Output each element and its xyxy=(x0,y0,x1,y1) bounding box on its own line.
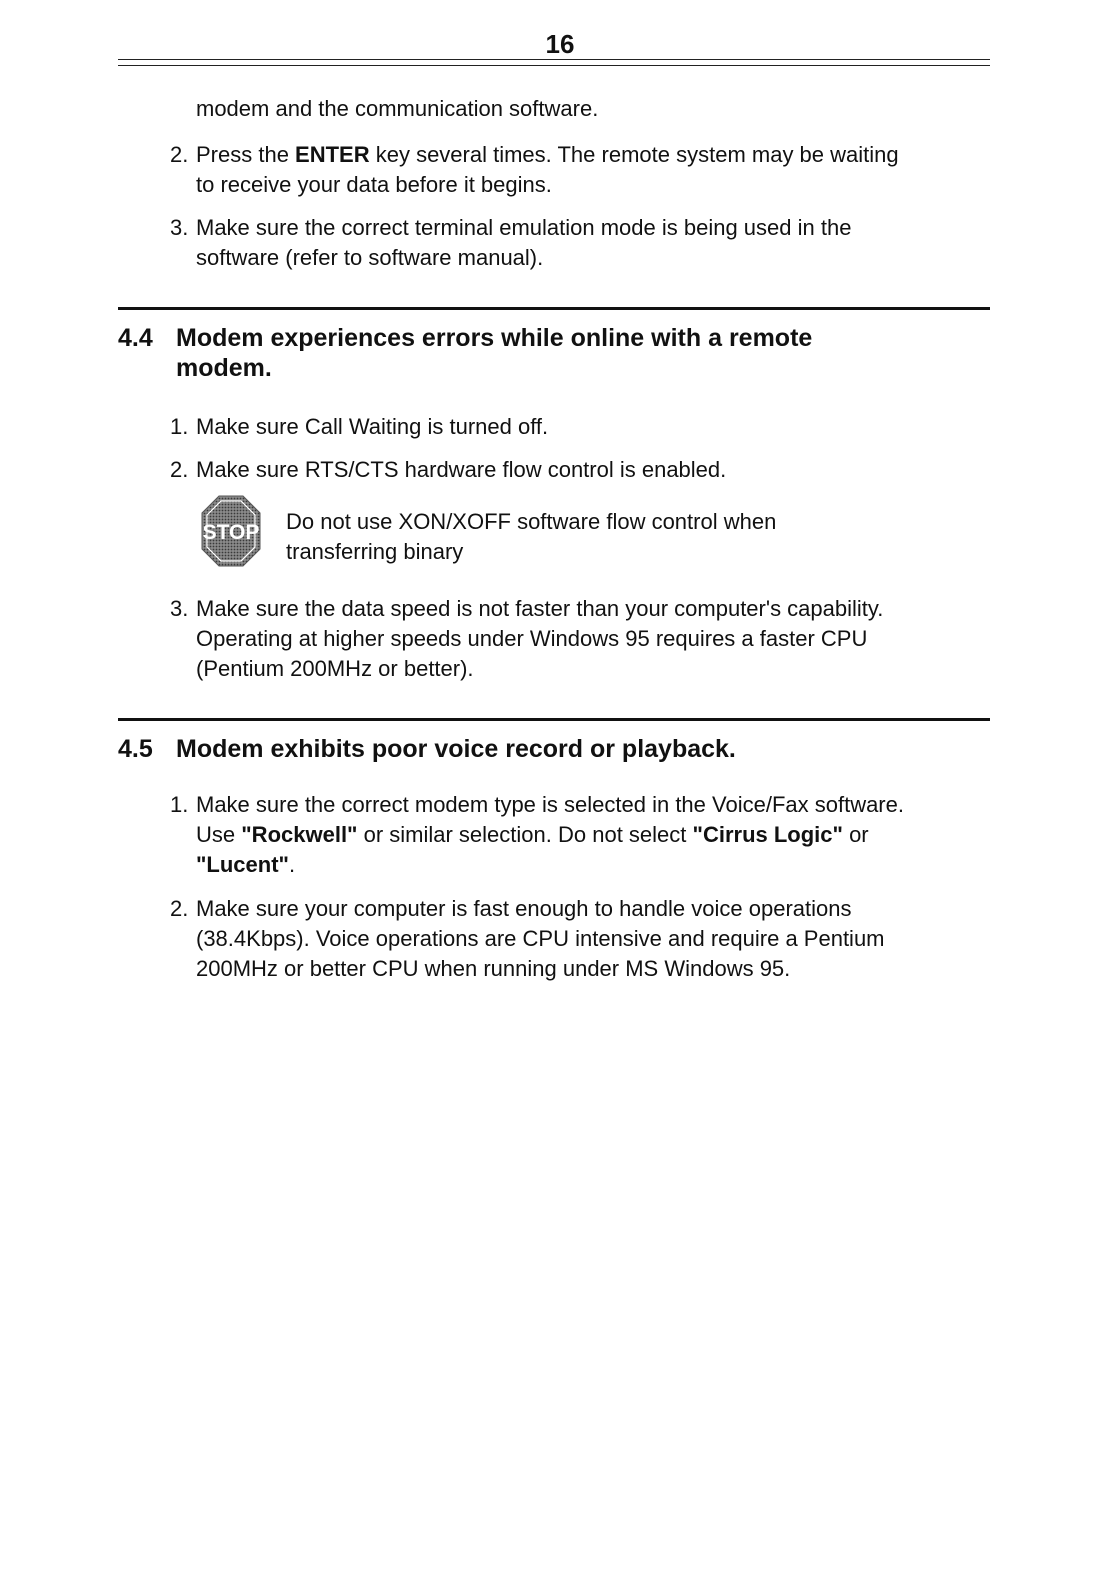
section-title-line: modem. xyxy=(176,354,272,382)
stop-sign-icon xyxy=(200,494,262,568)
list-item-number: 2. xyxy=(170,457,189,482)
list-item-line: Use "Rockwell" or similar selection. Do not select "Cirrus Logic" or xyxy=(196,822,869,847)
list-item xyxy=(170,594,988,684)
list-item-number: 2. xyxy=(170,896,189,921)
list-item-number: 3. xyxy=(170,215,189,240)
cirrus-logic-label: "Cirrus Logic" xyxy=(692,822,843,847)
warning-note xyxy=(286,507,776,567)
page-number: 16 xyxy=(545,29,575,59)
section-heading-4-4 xyxy=(118,323,813,383)
list-item-line: Make sure Call Waiting is turned off. xyxy=(196,414,549,439)
list-item-line: software (refer to software manual). xyxy=(196,245,544,270)
section-number: 4.4 xyxy=(118,324,153,352)
note-line: Do not use XON/XOFF software flow control when xyxy=(286,509,777,534)
header-rule xyxy=(118,59,990,60)
list-item xyxy=(170,455,988,485)
continuation-text: modem and the communication software. xyxy=(196,96,599,121)
list-item-line: Make sure the correct terminal emulation mode is being used in the xyxy=(196,215,852,240)
header-rule-double xyxy=(118,65,990,66)
list-item-number: 2. xyxy=(170,142,189,167)
section-title-line: Modem experiences errors while online with a remote xyxy=(176,324,813,352)
list-item-line: (Pentium 200MHz or better). xyxy=(196,656,474,681)
list-item-number: 1. xyxy=(170,792,189,817)
list-item xyxy=(170,213,988,273)
list-item-line: "Lucent". xyxy=(196,852,296,877)
section-heading-4-5 xyxy=(118,734,736,764)
list-item-line: 200MHz or better CPU when running under MS Windows 95. xyxy=(196,956,791,981)
stop-icon-text: STOP xyxy=(202,521,260,544)
list-item xyxy=(170,790,988,880)
note-line: transferring binary xyxy=(286,539,464,564)
section-divider xyxy=(118,718,990,721)
section-divider xyxy=(118,307,990,310)
list-item xyxy=(170,412,988,442)
section-title-line: Modem exhibits poor voice record or playback. xyxy=(176,735,736,763)
enter-key-label: ENTER xyxy=(295,142,370,167)
list-item-number: 3. xyxy=(170,596,189,621)
list-item xyxy=(170,140,988,200)
list-item-number: 1. xyxy=(170,414,189,439)
list-item-line: Operating at higher speeds under Windows 95 requires a faster CPU xyxy=(196,626,868,651)
list-item-line: to receive your data before it begins. xyxy=(196,172,552,197)
lucent-label: "Lucent" xyxy=(196,852,289,877)
section-number: 4.5 xyxy=(118,735,153,763)
list-item-line: Press the ENTER key several times. The remote system may be waiting xyxy=(196,142,899,167)
list-item-line: Make sure the correct modem type is selected in the Voice/Fax software. xyxy=(196,792,904,817)
list-item-line: (38.4Kbps). Voice operations are CPU intensive and require a Pentium xyxy=(196,926,885,951)
list-item-line: Make sure RTS/CTS hardware flow control is enabled. xyxy=(196,457,727,482)
rockwell-label: "Rockwell" xyxy=(241,822,358,847)
list-item xyxy=(170,894,988,984)
list-item-line: Make sure your computer is fast enough to handle voice operations xyxy=(196,896,852,921)
list-item-line: Make sure the data speed is not faster than your computer's capability. xyxy=(196,596,884,621)
